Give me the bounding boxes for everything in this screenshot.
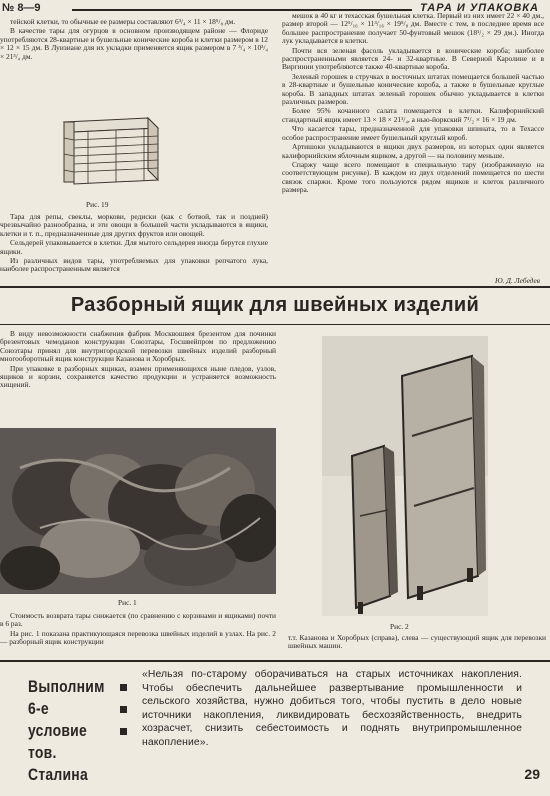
right-column-top [282,12,544,196]
slogan-heading [28,676,110,786]
square-bullet-icon [120,706,127,713]
paragraph: В качестве тары для огурцов в основном производящем районе — Флориде употребляются 28-квартные и бушельные конические короба и клетки размером в 12 × 12 × 15 дм. В Луизиане для их укладки применяется ящик размером в 7 ³/₄ × 10³/₄ × 21³/₄ дм. [0,26,268,61]
article-body [0,330,276,391]
paragraph: Стоимость возврата тары снижается (по сравнению с корзинами и ящиками) почти в 6 раз. [0,611,276,629]
figure-2-description: т.т. Казанова и Хоробрых (справа), слева — существующий ящик для перевозки швейных машин. [288,633,546,651]
figure-2-caption: Рис. 2 [390,622,409,631]
section-title: ТАРА И УПАКОВКА [420,2,539,14]
slogan-divider [0,660,550,662]
paragraph: Тара для репы, свеклы, моркови, редиски (как с ботвой, так и поздней) чрезвычайно разнообразна, и эти овощи в большей части укладываются в ящики, клетки и т. п., предназначенные для других фруктов или овощей. [0,212,268,238]
square-bullet-icon [120,728,127,735]
paragraph: Сельдерей упаковывается в клетки. Для мытого сельдерея иногда берутся глухие ящики. [0,238,268,256]
article-headline: Разборный ящик для швейных изделий [70,294,480,316]
paragraph: мешок в 40 кг и техасская бушельная клетка. Первый из них имеет 22 × 40 дм., размер второй — 12⁵/₁₆ × 11³/₁₆ × 19⁵/₈ дм. Вместе с тем, в последнее время все большее распространение получает 50-фунтовый мешок (18¹/₂ × 29 дм.). Иногда лук укладывается в клетки. [282,11,544,46]
paragraph: При упаковке в разборных ящиках, взамен применяющихся ныне пледов, узлов, ящиков и корзин, сохраняется качество продукции и устраняется возможность хищений. [0,363,276,390]
paragraph: На рис. 1 показана практикующаяся перевозка швейных изделий в узлах. На рис. 2 — разборный ящик конструкции [0,628,276,647]
left-column-lower [0,213,268,275]
square-bullet-icon [120,684,127,691]
issue-number: № 8—9 [2,2,41,14]
figure-19-caption: Рис. 19 [86,200,109,209]
paragraph: В виду невозможности снабжения фабрик Москвошвея брезентом для починки брезентовых чемоданов конструкции Союзтары, Госшвейпром по предложению Союзтары принял для внутригородской перевозки швейных изделий разборный многооборотный ящик конструкции Казанова и Хоробрых. [0,329,276,364]
paragraph: Более 95% кочанного салата помещается в клетки. Калифорнийский стандартный ящик имеет 13 × 18 × 21¹/₄, а нью-йоркский 7¹/₂ × 16 × 19 дм. [282,106,544,124]
slogan-bullets [120,684,132,750]
stalin-quote: «Нельзя по-старому оборачиваться на старых источниках накопления. Чтобы обеспечить дальнейшее развертывание промышленности и сельского хозяйства, нужно добиться того, чтобы пустить в дело новые источники накопления, ликвидировать бесхозяйственность, внедрить хозрасчет, снизить себестоимость и поднять внутрипромышленное накопление». [142,669,522,748]
figure-1-caption: Рис. 1 [118,598,137,607]
paragraph: Почти вся зеленая фасоль укладывается в конические короба; наиболее распространенными является 24- и 32-квартные. В Северной Каролине и в Виргинии употребляются также 40-квартные короба. [282,45,544,72]
figure-19-crate-drawing [58,108,162,186]
slogan-line-2: 6-е условие [28,699,87,740]
figure-1-photo-bundles [0,428,276,594]
left-column-top [0,18,268,62]
paragraph: Спаржу чаще всего помещают в специальную тару (изображенную на соответствующем рисунке). В каждом из двух отделений помещается по шести связок спаржи. Кроме того пользуются рядом ящиков и клеток различного размера. [282,159,544,195]
slogan-line-1: Выполним [28,677,105,696]
paragraph: Артишоки укладываются в ящики двух размеров, из которых один является калифорнийским яблочным ящиком, а другой — на половину меньше. [282,142,544,160]
paragraph: тейской клетки, то обычные ее размеры составляют 6³/₄ × 11 × 18⁵/₈ дм. [10,17,236,26]
figure-2-photo-boxes [322,336,488,616]
paragraph: Зеленый горошек в стручках в восточных штатах помещается большей частью в 28-квартные и бушельные конические короба, а также в бушельные круглые короба. В западных штатах зеленый горошек обычно укладывается в клетки различных размеров. [282,71,544,107]
author-signature: Ю. Д. Лебедев [494,276,540,285]
article-body-continued [0,612,276,648]
paragraph: Что касается тары, предназначенной для упаковки шпината, то в Техассе особое распространение имеет бушельный круглый короб. [282,124,544,142]
section-divider [0,286,550,288]
slogan-line-3: тов. Сталина [28,743,88,784]
paragraph: Из различных видов тары, употребляемых для упаковки репчатого лука, наиболее распространенным является [0,256,268,274]
headline-rule [0,324,550,325]
page-number: 29 [524,766,540,782]
